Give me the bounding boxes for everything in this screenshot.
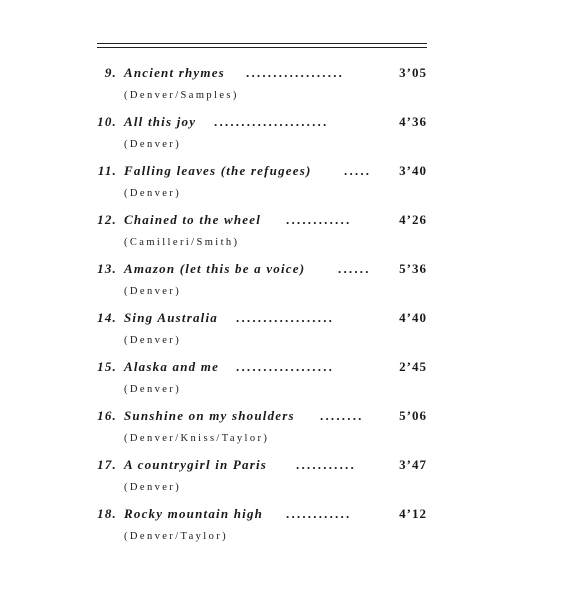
leader-dots: .................. [236, 310, 335, 325]
track-title-line [0, 406, 562, 426]
track-number: 16. [97, 408, 117, 423]
track-duration: 5’36 [399, 261, 427, 276]
track-item [0, 455, 562, 503]
track-duration: 4’36 [399, 114, 427, 129]
track-item [0, 259, 562, 307]
track-duration: 4’26 [399, 212, 427, 227]
track-item [0, 161, 562, 209]
track-credits: (Denver) [124, 482, 182, 493]
leader-dots: ...... [338, 261, 371, 276]
track-title-line [0, 210, 562, 230]
track-number: 17. [97, 457, 117, 472]
track-title: Rocky mountain high [124, 506, 264, 521]
track-credits: (Denver/Kniss/Taylor) [124, 433, 270, 444]
track-number: 18. [97, 506, 117, 521]
track-duration: 3’40 [399, 163, 427, 178]
track-duration: 4’12 [399, 506, 427, 521]
track-title-line [0, 308, 562, 328]
track-credits: (Denver) [124, 139, 182, 150]
track-number: 15. [97, 359, 117, 374]
track-title-line [0, 112, 562, 132]
track-number: 14. [97, 310, 117, 325]
track-title: Sunshine on my shoulders [124, 408, 295, 423]
track-duration: 5’06 [399, 408, 427, 423]
track-item [0, 210, 562, 258]
track-title-line [0, 63, 562, 83]
track-duration: 2’45 [399, 359, 427, 374]
track-duration: 3’47 [399, 457, 427, 472]
leader-dots: ............ [286, 212, 352, 227]
track-item [0, 406, 562, 454]
track-credits: (Denver/Samples) [124, 90, 239, 101]
track-number: 9. [104, 65, 117, 80]
track-title: Chained to the wheel [124, 212, 262, 227]
leader-dots: ..................... [214, 114, 329, 129]
leader-dots: ........ [320, 408, 364, 423]
track-item [0, 504, 562, 552]
track-title-line [0, 161, 562, 181]
track-title: All this joy [124, 114, 197, 129]
track-title: Ancient rhymes [124, 65, 225, 80]
track-credits: (Camilleri/Smith) [124, 237, 240, 248]
track-title-line [0, 455, 562, 475]
track-item [0, 308, 562, 356]
track-title: Falling leaves (the refugees) [124, 163, 312, 178]
track-credits: (Denver) [124, 286, 182, 297]
track-number: 13. [97, 261, 117, 276]
track-title-line [0, 504, 562, 524]
track-item [0, 357, 562, 405]
track-title: Sing Australia [124, 310, 218, 325]
track-duration: 3’05 [399, 65, 427, 80]
leader-dots: .................. [246, 65, 345, 80]
track-title: A countrygirl in Paris [124, 457, 268, 472]
track-number: 11. [97, 163, 117, 178]
track-item [0, 112, 562, 160]
track-credits: (Denver/Taylor) [124, 531, 229, 542]
track-credits: (Denver) [124, 384, 182, 395]
track-title: Alaska and me [124, 359, 220, 374]
track-number: 12. [97, 212, 117, 227]
track-number: 10. [97, 114, 117, 129]
track-credits: (Denver) [124, 335, 182, 346]
leader-dots: ........... [296, 457, 356, 472]
leader-dots: .................. [236, 359, 335, 374]
leader-dots: ..... [344, 163, 372, 178]
track-title-line [0, 259, 562, 279]
leader-dots: ............ [286, 506, 352, 521]
track-title-line [0, 357, 562, 377]
track-title: Amazon (let this be a voice) [124, 261, 306, 276]
track-credits: (Denver) [124, 188, 182, 199]
track-item [0, 63, 562, 111]
track-duration: 4’40 [399, 310, 427, 325]
